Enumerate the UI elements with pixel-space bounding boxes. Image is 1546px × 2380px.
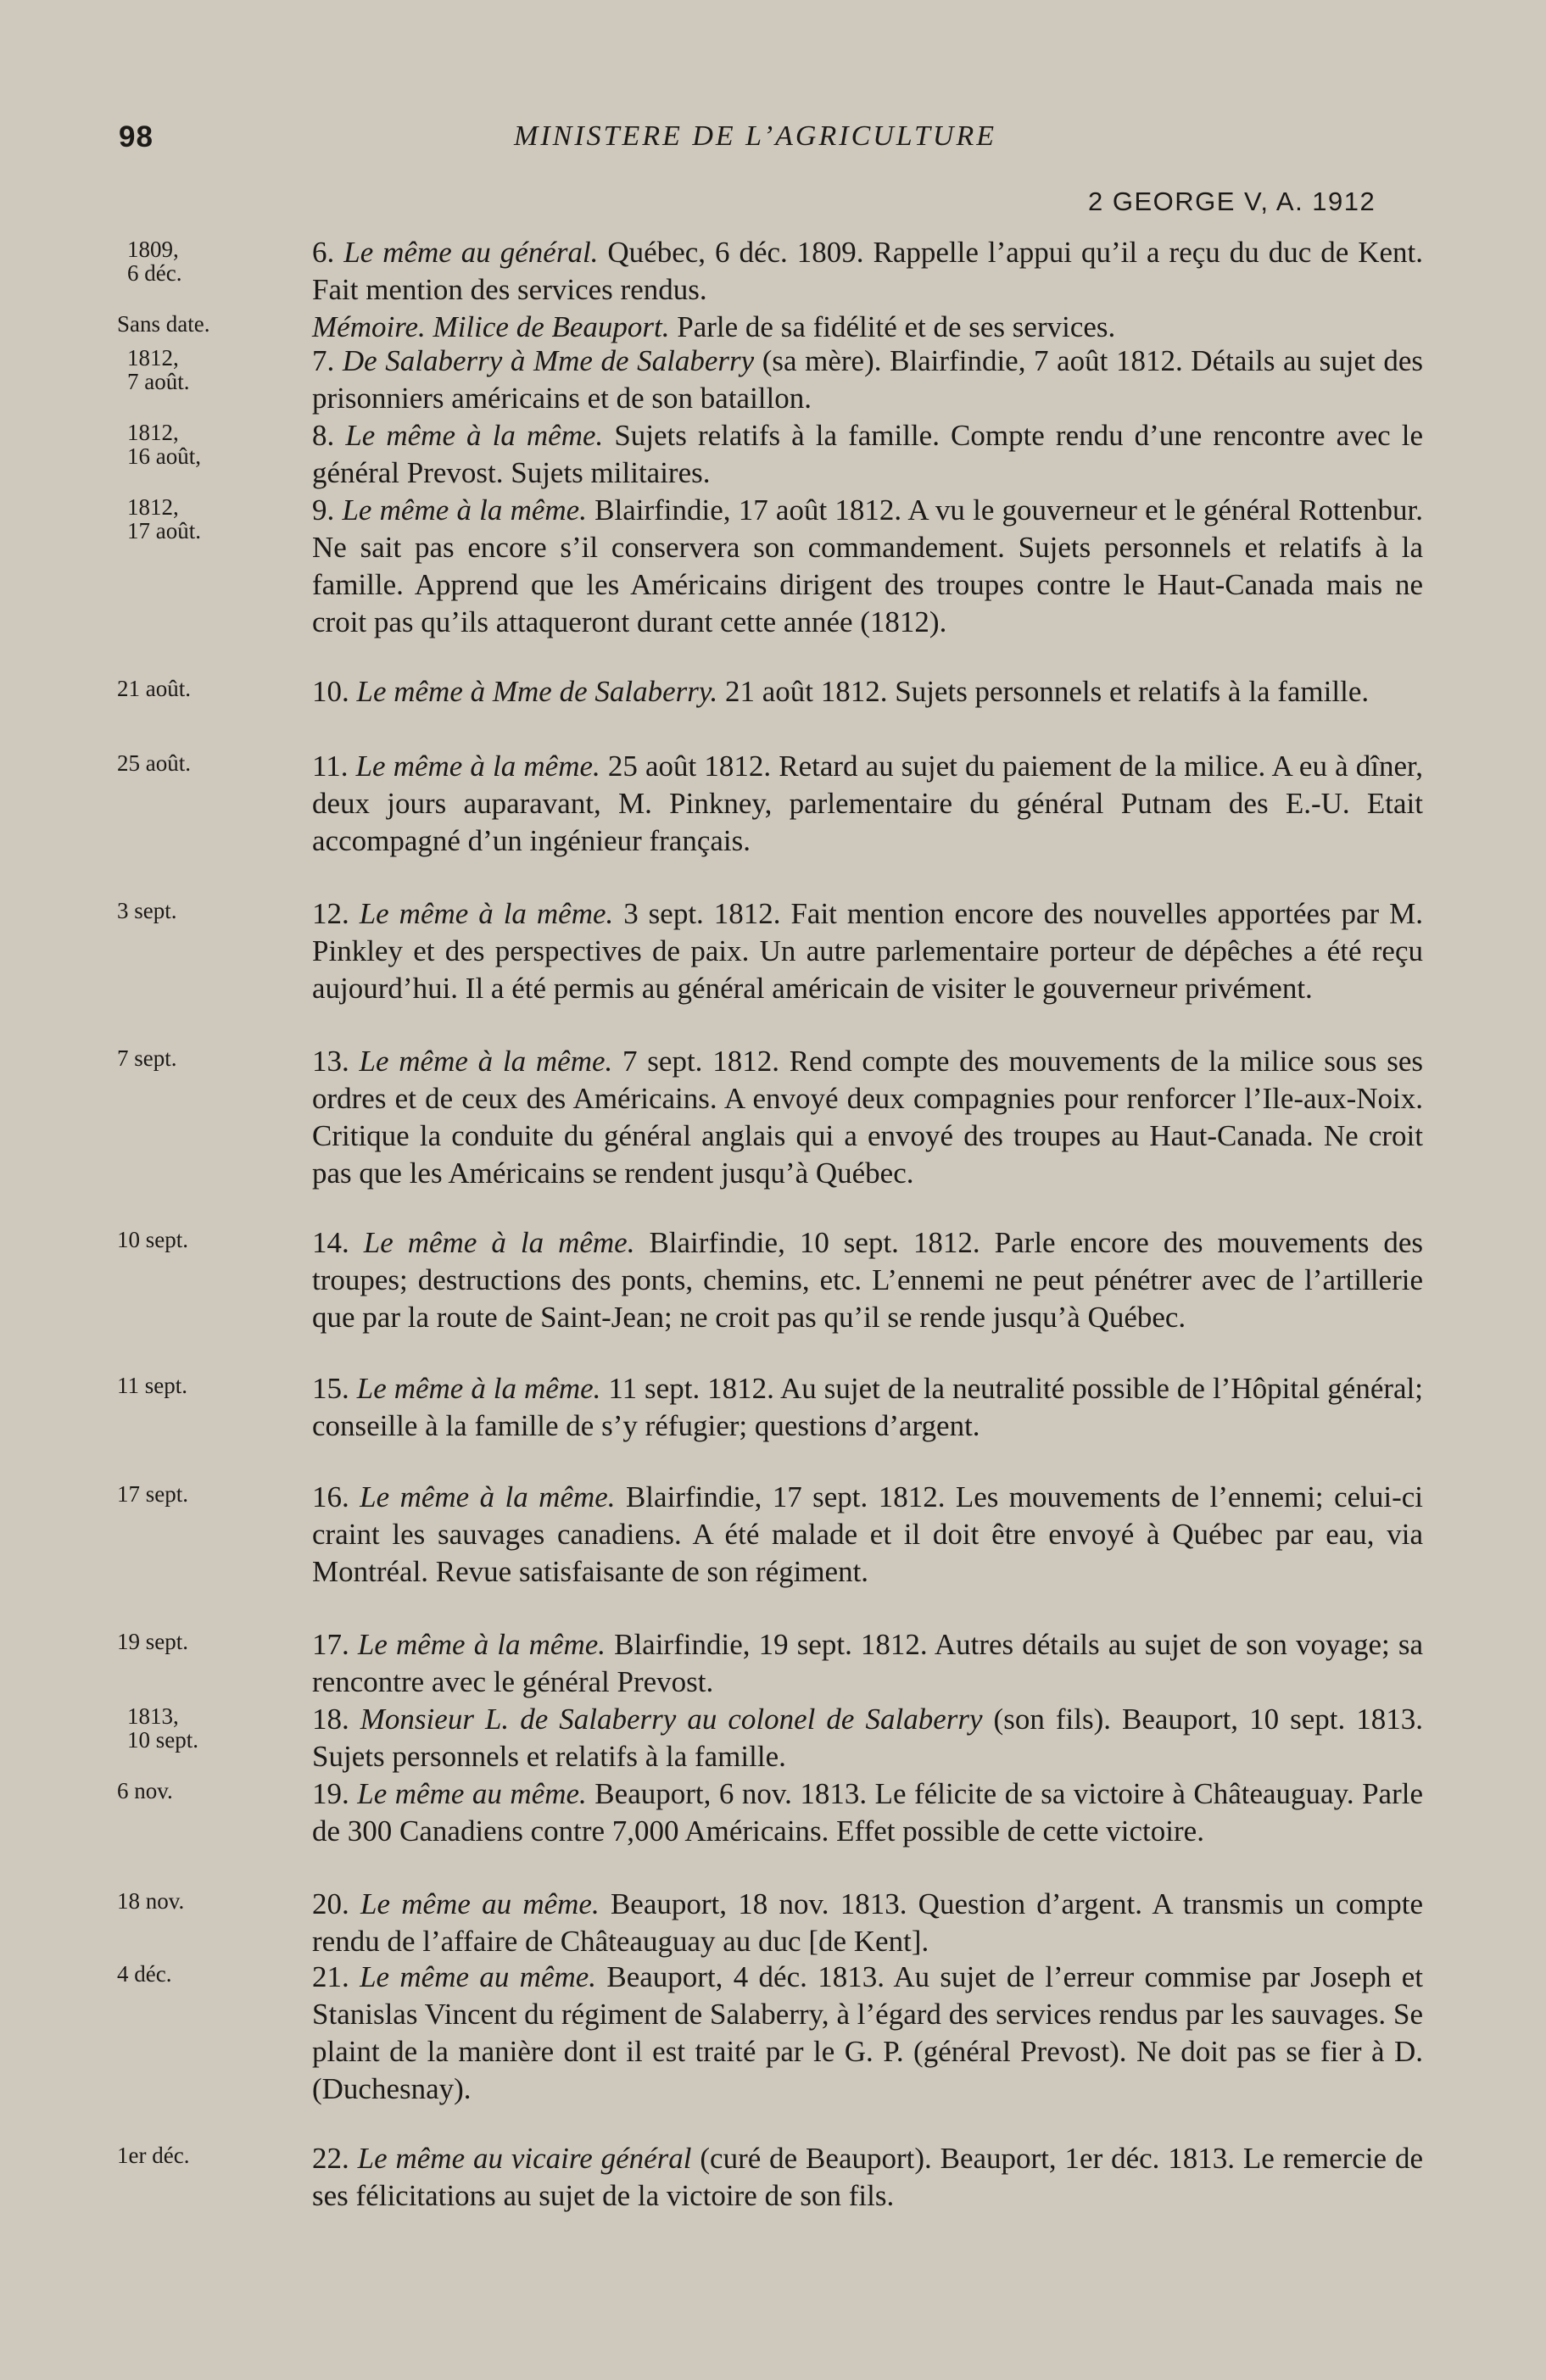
entry-date: 18 nov.: [117, 1888, 185, 1914]
entry-date: 4 déc.: [117, 1961, 172, 1987]
entry-body: Parle de sa fidélité et de ses services.: [669, 310, 1116, 343]
running-title: MINISTERE DE L’AGRICULTURE: [514, 120, 997, 152]
entry-title: Le même au même.: [360, 1887, 600, 1920]
entry-date: 17 sept.: [117, 1481, 188, 1507]
entry-title: Le même à la même.: [359, 897, 614, 930]
entry-body: Blairfindie, 17 sept. 1812. Les mouvements de l’ennemi; celui-ci craint les sauvages canadiens. A été malade et il doit être envoyé à Québec par eau, via Montréal. Revue satisfaisante de son régiment.: [312, 1480, 1423, 1588]
entry-title: Le même au général.: [343, 236, 599, 269]
entry-number: 11.: [312, 750, 356, 783]
entry-text: [312, 1701, 1423, 1775]
entry-title: Le même à Mme de Salaberry.: [356, 675, 718, 708]
entry-text: [312, 309, 1423, 346]
entry-number: 22.: [312, 2142, 358, 2175]
entry-body: Blairfindie, 10 sept. 1812. Parle encore des mouvements des troupes; destructions des ponts, chemins, etc. L’ennemi ne peut pénétrer avec de l’artillerie que par la route de Saint-Jean; ne croit pas qu’il se rende jusqu’à Québec.: [312, 1226, 1423, 1334]
entry-date: 7 sept.: [117, 1045, 177, 1071]
entry-number: 7.: [312, 344, 343, 377]
entry-body: 3 sept. 1812. Fait mention encore des nouvelles apportées par M. Pinkley et des perspectives de paix. Un autre parlementaire porteur de dépêches a été reçu aujourd’hui. Il a été permis au général américain de visiter le gouverneur privément.: [312, 897, 1424, 1005]
entry-text: [312, 234, 1423, 309]
entry-body: Blairfindie, 19 sept. 1812. Autres détails au sujet de son voyage; sa rencontre avec le général Prevost.: [312, 1628, 1424, 1698]
entry-text: [312, 748, 1423, 860]
entry-title: Mémoire. Milice de Beauport.: [312, 310, 670, 343]
entry-number: 16.: [312, 1480, 360, 1513]
entry-date: 1812, 17 août.: [127, 494, 201, 543]
entry-body: Beauport, 18 nov. 1813. Question d’argent. A transmis un compte rendu de l’affaire de Châteauguay au duc [de Kent].: [312, 1887, 1424, 1958]
entry-body: Sujets relatifs à la famille. Compte rendu d’une rencontre avec le général Prevost. Sujets militaires.: [312, 419, 1424, 489]
entry-text: [312, 1043, 1423, 1192]
entry-title: Le même à la même.: [356, 1372, 601, 1405]
entry-title: Le même à la même.: [342, 493, 587, 527]
entry-text: [312, 1886, 1423, 1960]
entry-text: [312, 673, 1423, 711]
entry-text: [312, 343, 1423, 417]
entry-number: 10.: [312, 675, 357, 708]
entry-date: 11 sept.: [117, 1373, 187, 1398]
entry-text: [312, 417, 1423, 492]
entry-text: [312, 1224, 1423, 1336]
entry-title: Le même au même.: [357, 1777, 587, 1810]
entry-date: 10 sept.: [117, 1227, 188, 1252]
entry-title: Le même au même.: [360, 1960, 597, 1993]
entry-number: 8.: [312, 419, 346, 452]
entry-date: 6 nov.: [117, 1778, 173, 1803]
entry-date: 1812, 16 août,: [127, 420, 201, 469]
entry-date: 1809, 6 déc.: [127, 237, 182, 286]
entry-body: Québec, 6 déc. 1809. Rappelle l’appui qu’il a reçu du duc de Kent. Fait mention des services rendus.: [312, 236, 1424, 306]
entry-text: [312, 895, 1423, 1007]
entry-body: (curé de Beauport). Beauport, 1er déc. 1813. Le remercie de ses félicitations au sujet de la victoire de son fils.: [312, 2142, 1424, 2212]
entry-date: 19 sept.: [117, 1629, 188, 1654]
entry-body: (son fils). Beauport, 10 sept. 1813. Sujets personnels et relatifs à la famille.: [312, 1703, 1424, 1773]
entry-body: Beauport, 6 nov. 1813. Le félicite de sa victoire à Châteauguay. Parle de 300 Canadiens contre 7,000 Américains. Effet possible de cette victoire.: [312, 1777, 1423, 1848]
entry-text: [312, 1479, 1423, 1591]
entry-text: [312, 492, 1423, 641]
entry-title: Le même à la même.: [360, 1480, 616, 1513]
session-reference: 2 GEORGE V, A. 1912: [1088, 187, 1376, 216]
entry-date: 3 sept.: [117, 898, 177, 923]
entry-number: 6.: [312, 236, 344, 269]
entry-date: 1er déc.: [117, 2143, 190, 2168]
entry-number: 9.: [312, 493, 343, 527]
entry-title: Le même au vicaire général: [357, 2142, 692, 2175]
entry-number: 19.: [312, 1777, 358, 1810]
entry-date: 1813, 10 sept.: [127, 1703, 198, 1753]
entry-text: [312, 1775, 1423, 1850]
entry-number: 13.: [312, 1045, 360, 1078]
entry-title: Le même à la même.: [355, 750, 600, 783]
entry-body: Blairfindie, 17 août 1812. A vu le gouverneur et le général Rottenbur. Ne sait pas encore s’il conservera son commandement. Sujets personnels et relatifs à la famille. Apprend que les Américains dirigent des troupes contre le Haut-Canada mais ne croit pas qu’ils attaqueront durant cette année (1812).: [312, 493, 1424, 638]
entry-title: Le même à la même.: [357, 1628, 606, 1661]
entry-number: 12.: [312, 897, 360, 930]
entry-date: 25 août.: [117, 750, 191, 776]
entry-title: De Salaberry à Mme de Salaberry: [342, 344, 755, 377]
entry-number: 20.: [312, 1887, 360, 1920]
entry-date: Sans date.: [117, 311, 210, 337]
entry-date: 21 août.: [117, 676, 191, 701]
entry-text: [312, 1959, 1423, 2108]
entry-body: 11 sept. 1812. Au sujet de la neutralité possible de l’Hôpital général; conseille à la famille de s’y réfugier; questions d’argent.: [312, 1372, 1423, 1442]
entry-body: 25 août 1812. Retard au sujet du paiement de la milice. A eu à dîner, deux jours auparavant, M. Pinkney, parlementaire du général Putnam des E.-U. Etait accompagné d’un ingénieur français.: [312, 750, 1423, 857]
page-number: 98: [119, 120, 153, 153]
entry-text: [312, 1626, 1423, 1701]
entry-body: 21 août 1812. Sujets personnels et relatifs à la famille.: [717, 675, 1370, 708]
entry-body: 7 sept. 1812. Rend compte des mouvements de la milice sous ses ordres et de ceux des Américains. A envoyé deux compagnies pour renforcer l’Ile-aux-Noix. Critique la conduite du général anglais qui a envoyé des troupes au Haut-Canada. Ne croit pas que les Américains se rendent jusqu’à Québec.: [312, 1045, 1423, 1190]
entry-number: 21.: [312, 1960, 360, 1993]
entry-number: 14.: [312, 1226, 364, 1259]
entry-text: [312, 2140, 1423, 2215]
entry-body: (sa mère). Blairfindie, 7 août 1812. Détails au sujet des prisonniers américains et de son bataillon.: [312, 344, 1423, 415]
entry-text: [312, 1370, 1423, 1445]
entry-date: 1812, 7 août.: [127, 345, 190, 394]
entry-title: Le même à la même.: [345, 419, 604, 452]
entry-number: 15.: [312, 1372, 357, 1405]
entry-body: Beauport, 4 déc. 1813. Au sujet de l’erreur commise par Joseph et Stanislas Vincent du régiment de Salaberry, à l’égard des services rendus par les sauvages. Se plaint de la manière dont il est traité par le G. P. (général Prevost). Ne doit pas se fier à D. (Duchesnay).: [312, 1960, 1423, 2105]
entry-number: 17.: [312, 1628, 358, 1661]
entry-title: Le même à la même.: [359, 1045, 613, 1078]
entry-title: Le même à la même.: [363, 1226, 635, 1259]
entry-number: 18.: [312, 1703, 360, 1736]
entry-title: Monsieur L. de Salaberry au colonel de Salaberry: [360, 1703, 983, 1736]
